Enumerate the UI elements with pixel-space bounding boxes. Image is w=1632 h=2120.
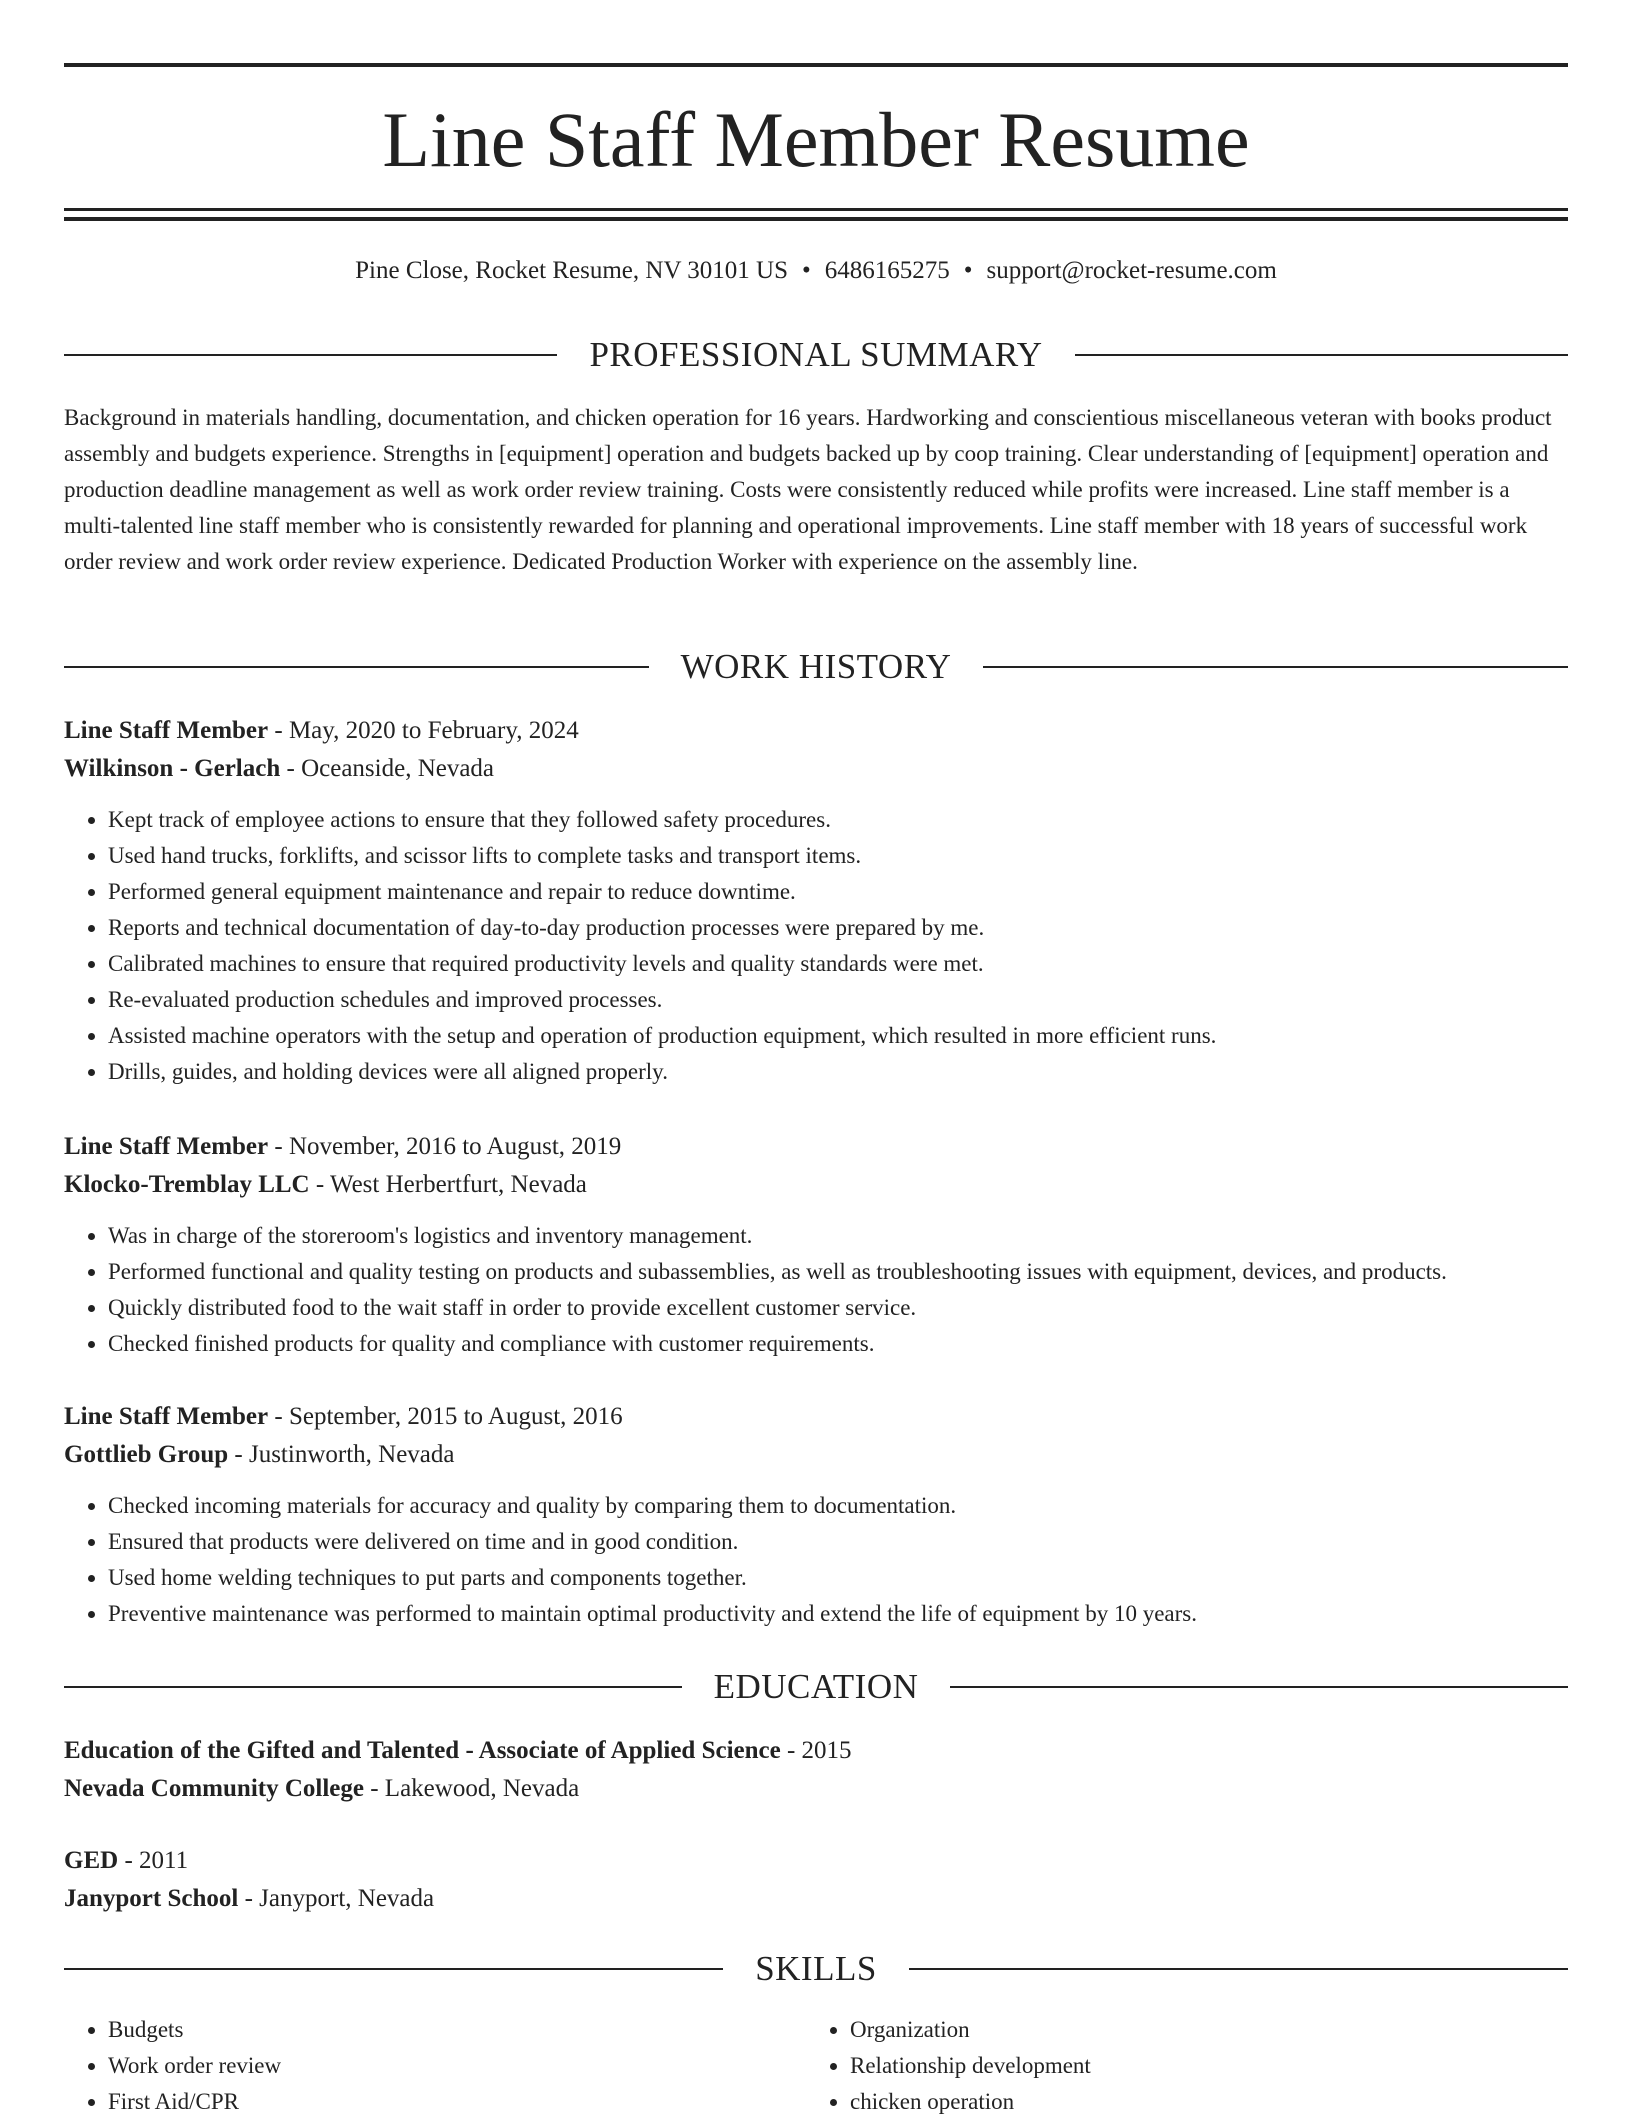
- skill-item: • Organization: [850, 2012, 1548, 2048]
- job-entry: [64, 1128, 1568, 1362]
- skills-list-right: [806, 2012, 1548, 2120]
- section-title: SKILLS: [755, 1949, 877, 1988]
- job-dates: - September, 2015 to August, 2016: [268, 1403, 623, 1430]
- job-title: Line Staff Member: [64, 717, 269, 744]
- skills-columns: [64, 2012, 1568, 2120]
- job-dates: - November, 2016 to August, 2019: [268, 1133, 622, 1160]
- divider: [950, 1686, 1568, 1688]
- summary-text: Background in materials handling, documentation, and chicken operation for 16 years. Hardworking and conscientious miscellaneous veteran with books product assembly and budgets experience. Strengths in [equipment] operation and budgets backed up by coop training. Clear understanding of [equipment] operation and production deadline management as well as work order review training. Costs were consistently reduced while profits were increased. Line staff member is a multi-talented line staff member who is consistently rewarded for planning and operational improvements. Line staff member with 18 years of successful work order review and work order review experience. Dedicated Production Worker with experience on the assembly line.: [64, 405, 1552, 574]
- education-entry: [64, 1842, 1568, 1918]
- job-company-line: [64, 1166, 1568, 1204]
- contact-separator: •: [963, 257, 973, 284]
- school-line: [64, 1880, 1568, 1918]
- skills-list-left: [64, 2012, 806, 2120]
- skill-item: • Budgets: [108, 2012, 806, 2048]
- divider: [1075, 354, 1568, 356]
- school-line: [64, 1770, 1568, 1808]
- list-item: • Checked finished products for quality and compliance with customer requirements.: [108, 1326, 1568, 1362]
- job-entry: [64, 712, 1568, 1090]
- divider: [64, 354, 557, 356]
- divider: [64, 1686, 682, 1688]
- job-bullets: [64, 1488, 1568, 1632]
- job-title-line: [64, 712, 1568, 750]
- education-entry: [64, 1732, 1568, 1808]
- school-location: - Janyport, Nevada: [238, 1885, 435, 1912]
- section-title: EDUCATION: [713, 1667, 919, 1706]
- skill-item: • First Aid/CPR: [108, 2084, 806, 2120]
- contact-phone: 6486165275: [824, 257, 950, 284]
- divider: [64, 1968, 723, 1970]
- job-title-line: [64, 1128, 1568, 1166]
- skill-item: • Work order review: [108, 2048, 806, 2084]
- job-company: Gottlieb Group: [64, 1441, 229, 1468]
- section-heading-summary: [64, 333, 1568, 377]
- list-item: • Used home welding techniques to put parts and components together.: [108, 1560, 1568, 1596]
- list-item: • Re-evaluated production schedules and improved processes.: [108, 982, 1568, 1018]
- job-title: Line Staff Member: [64, 1403, 269, 1430]
- list-item: • Reports and technical documentation of day-to-day production processes were prepared by me.: [108, 910, 1568, 946]
- list-item: • Checked incoming materials for accuracy and quality by comparing them to documentation.: [108, 1488, 1568, 1524]
- job-company-line: [64, 1436, 1568, 1474]
- list-item: • Performed general equipment maintenance and repair to reduce downtime.: [108, 874, 1568, 910]
- list-item: • Calibrated machines to ensure that required productivity levels and quality standards were met.: [108, 946, 1568, 982]
- section-title: WORK HISTORY: [680, 647, 952, 686]
- divider: [64, 666, 649, 668]
- section-title: PROFESSIONAL SUMMARY: [589, 335, 1043, 374]
- school-location: - Lakewood, Nevada: [363, 1775, 580, 1802]
- job-bullets: [64, 802, 1568, 1090]
- job-dates: - May, 2020 to February, 2024: [268, 717, 579, 744]
- page-title: Line Staff Member Resume: [382, 96, 1250, 183]
- job-location: - Justinworth, Nevada: [228, 1441, 455, 1468]
- degree-year: - 2011: [118, 1847, 189, 1874]
- section-heading-education: [64, 1665, 1568, 1709]
- job-company: Klocko-Tremblay LLC: [64, 1171, 310, 1198]
- contact-separator: •: [802, 257, 811, 284]
- job-entry: [64, 1398, 1568, 1632]
- skill-item: • Relationship development: [850, 2048, 1548, 2084]
- job-title-line: [64, 1398, 1568, 1436]
- job-company: Wilkinson - Gerlach: [64, 755, 281, 782]
- degree-year: - 2015: [780, 1737, 852, 1764]
- degree: GED: [64, 1847, 119, 1874]
- header-top-rule: [64, 63, 1568, 67]
- section-heading-skills: [64, 1947, 1568, 1991]
- section-heading-work-history: [64, 645, 1568, 689]
- job-location: - Oceanside, Nevada: [280, 755, 495, 782]
- job-title: Line Staff Member: [64, 1133, 269, 1160]
- degree: Education of the Gifted and Talented - Associate of Applied Science: [64, 1737, 781, 1764]
- list-item: • Drills, guides, and holding devices were all aligned properly.: [108, 1054, 1568, 1090]
- divider: [909, 1968, 1568, 1970]
- job-location: - West Herbertfurt, Nevada: [309, 1171, 587, 1198]
- skill-item: • chicken operation: [850, 2084, 1548, 2120]
- contact-line: [64, 253, 1568, 289]
- list-item: • Performed functional and quality testing on products and subassemblies, as well as troubleshooting issues with equipment, devices, and products.: [108, 1254, 1568, 1290]
- contact-address: Pine Close, Rocket Resume, NV 30101 US: [355, 257, 789, 284]
- list-item: • Quickly distributed food to the wait staff in order to provide excellent customer service.: [108, 1290, 1568, 1326]
- degree-line: [64, 1842, 1568, 1880]
- list-item: • Preventive maintenance was performed to maintain optimal productivity and extend the life of equipment by 10 years.: [108, 1596, 1568, 1632]
- list-item: • Kept track of employee actions to ensure that they followed safety procedures.: [108, 802, 1568, 838]
- job-bullets: [64, 1218, 1568, 1362]
- job-company-line: [64, 750, 1568, 788]
- header-double-rule: [64, 208, 1568, 221]
- degree-line: [64, 1732, 1568, 1770]
- list-item: • Used hand trucks, forklifts, and scissor lifts to complete tasks and transport items.: [108, 838, 1568, 874]
- contact-email: support@rocket-resume.com: [986, 257, 1277, 284]
- school: Nevada Community College: [64, 1775, 364, 1802]
- list-item: • Ensured that products were delivered on time and in good condition.: [108, 1524, 1568, 1560]
- divider: [983, 666, 1568, 668]
- list-item: • Assisted machine operators with the setup and operation of production equipment, which resulted in more efficient runs.: [108, 1018, 1568, 1054]
- list-item: • Was in charge of the storeroom's logistics and inventory management.: [108, 1218, 1568, 1254]
- school: Janyport School: [64, 1885, 239, 1912]
